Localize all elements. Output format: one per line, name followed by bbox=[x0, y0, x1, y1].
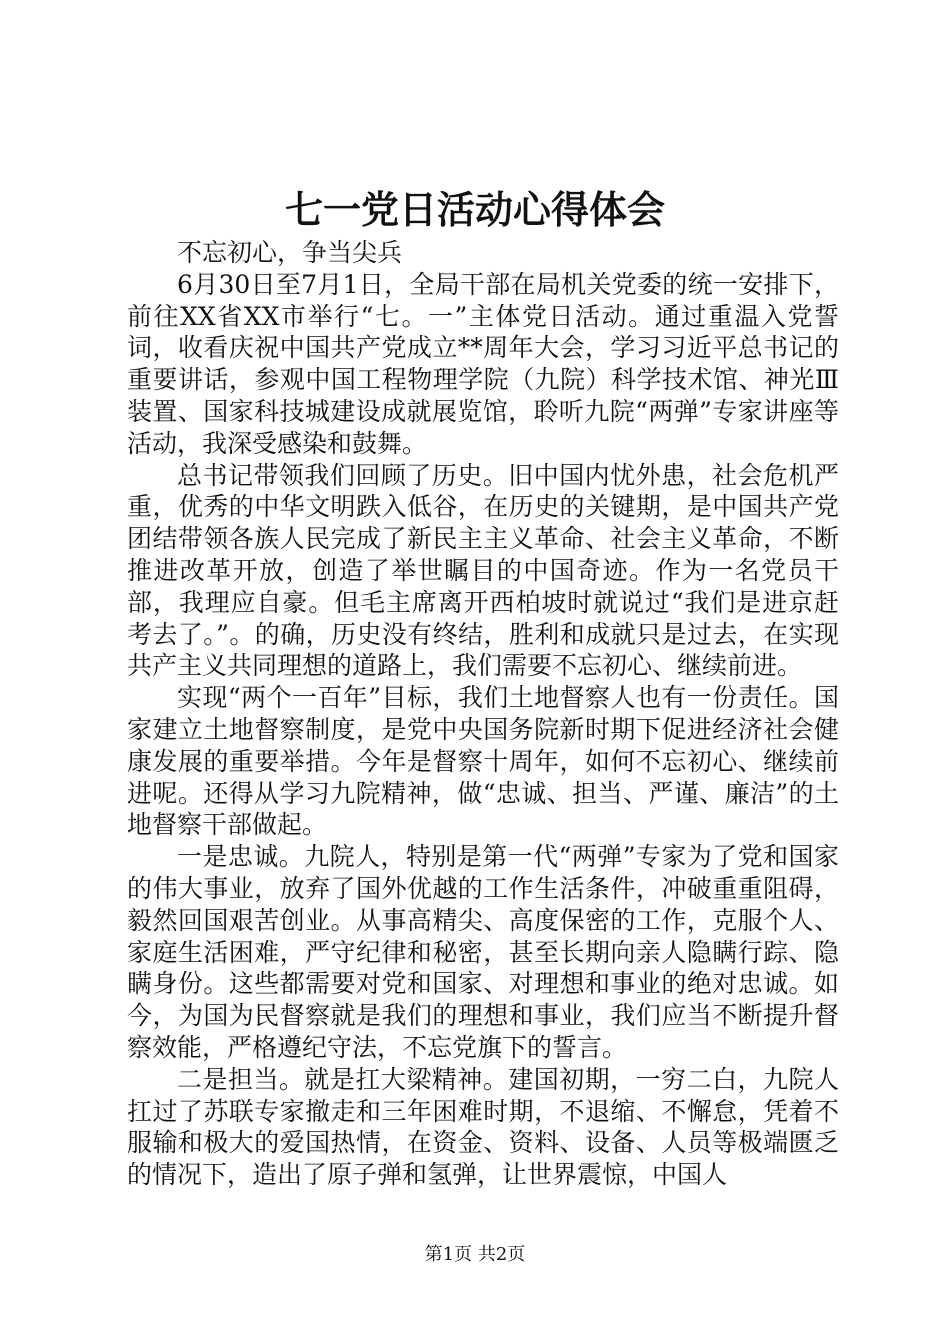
paragraph-subtitle: 不忘初心，争当尖兵 bbox=[177, 238, 403, 267]
paragraph: 实现“两个一百年”目标，我们土地督察人也有一份责任。国家建立土地督察制度，是党中央国务院新时期下促进经济社会健康发展的重要举措。今年是督察十周年，如何不忘初心、继续前进呢。还得从学习九院精神，做“忠诚、担当、严谨、廉洁”的土地督察干部做起。 bbox=[127, 683, 839, 840]
paragraph: 总书记带领我们回顾了历史。旧中国内忧外患，社会危机严重，优秀的中华文明跌入低谷，在历史的关键期，是中国共产党团结带领各族人民完成了新民主主义革命、社会主义革命，不断推进改革开放，创造了举世瞩目的中国奇迹。作为一名党员干部，我理应自豪。但毛主席离开西柏坡时就说过“我们是进京赶考去了。”。的确，历史没有终结，胜利和成就只是过去，在实现共产主义共同理想的道路上，我们需要不忘初心、继续前进。 bbox=[127, 460, 839, 681]
page-number-footer: 第1页 共2页 bbox=[424, 1244, 526, 1265]
paragraph: 6月30日至7月1日，全局干部在局机关党委的统一安排下，前往XX省XX市举行“七。一”主体党日活动。通过重温入党誓词，收看庆祝中国共产党成立**周年大会，学习习近平总书记的重要讲话，参观中国工程物理学院（九院）科学技术馆、神光Ⅲ装置、国家科技城建设成就展览馆，聆听九院“两弹”专家讲座等活动，我深受感染和鼓舞。 bbox=[127, 269, 839, 458]
document-title: 七一党日活动心得体会 bbox=[284, 187, 665, 232]
paragraph: 二是担当。就是扛大梁精神。建国初期，一穷二白，九院人扛过了苏联专家撤走和三年困难时期，不退缩、不懈怠，凭着不服输和极大的爱国热情，在资金、资料、设备、人员等极端匮乏的情况下，造出了原子弹和氢弹，让世界震惊，中国人 bbox=[127, 1064, 839, 1190]
document-body bbox=[127, 237, 839, 1191]
paragraph: 一是忠诚。九院人，特别是第一代“两弹”专家为了党和国家的伟大事业，放弃了国外优越的工作生活条件，冲破重重阻碍，毅然回国艰苦创业。从事高精尖、高度保密的工作，克服个人、家庭生活困难，严守纪律和秘密，甚至长期向亲人隐瞒行踪、隐瞒身份。这些都需要对党和国家、对理想和事业的绝对忠诚。如今，为国为民督察就是我们的理想和事业，我们应当不断提升督察效能，严格遵纪守法，不忘党旗下的誓言。 bbox=[127, 842, 839, 1062]
